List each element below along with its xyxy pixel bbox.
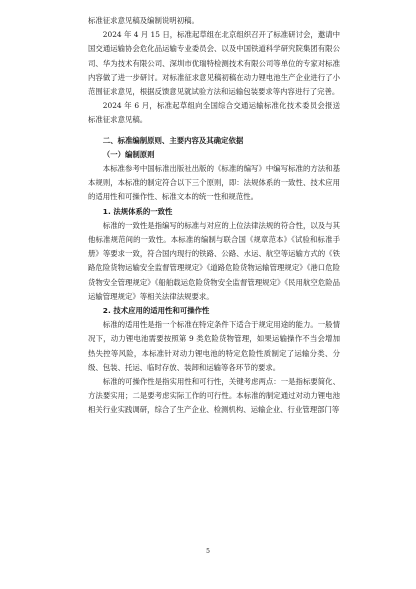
paragraph: 本标准参考中国标准出版社出版的《标准的编写》中编写标准的方法和基本规则，本标准的制定符合以下三个原则，即：法规体系的一致性、技术应用的适用性和可操作性、标准文本的统一性和规范性。	[88, 164, 340, 202]
paragraph: 标准征求意见稿及编制说明初稿。	[88, 16, 199, 25]
item-heading: 2. 技术应用的适用性和可操作性	[102, 306, 210, 316]
section-heading: 二、标准编制原则、主要内容及其确定依据	[102, 135, 244, 145]
page-content	[88, 14, 340, 418]
item-heading: 1. 法规体系的一致性	[102, 206, 173, 216]
paragraph: 标准的一致性是指编写的标准与对应的上位法律法规的符合性，以及与其他标准规范间的一致性。本标准的编制与联合国《规章范本》《试验和标准手册》等要求一致，符合国内现行的铁路、公路、水运、航空等运输方式的《铁路危险货物运输安全监督管理规定》《道路危险货物运输管理规定》《港口危险货物安全管理规定》《船舶载运危险货物安全监督管理规定》《民用航空危险品运输管理规定》等相关法律法规要求。	[88, 220, 340, 301]
paragraph: 2024 年 4 月 15 日，标准起草组在北京组织召开了标准研讨会，邀请中国交通运输协会危化品运输专业委员会、以及中国铁道科学研究院集团有限公司、华为技术有限公司、深圳市优瑞特检测技术有限公司等单位的专家对标准内容做了进一步研讨。对标准征求意见稿初稿在动力锂电池生产企业进行了小范围征求意见，根据反馈意见就试验方法和运输包装要求等内容进行了完善。	[88, 30, 340, 97]
paragraph: 标准的可操作性是指实用性和可行性，关键考虑两点：一是指标要简化、方法要实用；二是要考虑实际工作的可行性。本标准的制定通过对动力锂电池相关行业实践调研，综合了生产企业、检测机构、运输企业、行业管理部门等	[88, 377, 340, 415]
subsection-heading: （一）编制原则	[102, 149, 155, 159]
page-number: 5	[206, 548, 210, 555]
paragraph: 2024 年 6 月，标准起草组向全国综合交通运输标准化技术委员会报送标准征求意见稿。	[88, 101, 340, 125]
paragraph: 标准的适用性是指一个标准在特定条件下适合于规定用途的能力。一般情况下，动力锂电池需要按照第 9 类危险货物管理，如果运输操作不当会增加热失控等风险，本标准针对动力锂电池的特定危险性质制定了运输分类、分级、包装、托运、临时存放、装卸和运输等各环节的要求。	[88, 320, 340, 372]
